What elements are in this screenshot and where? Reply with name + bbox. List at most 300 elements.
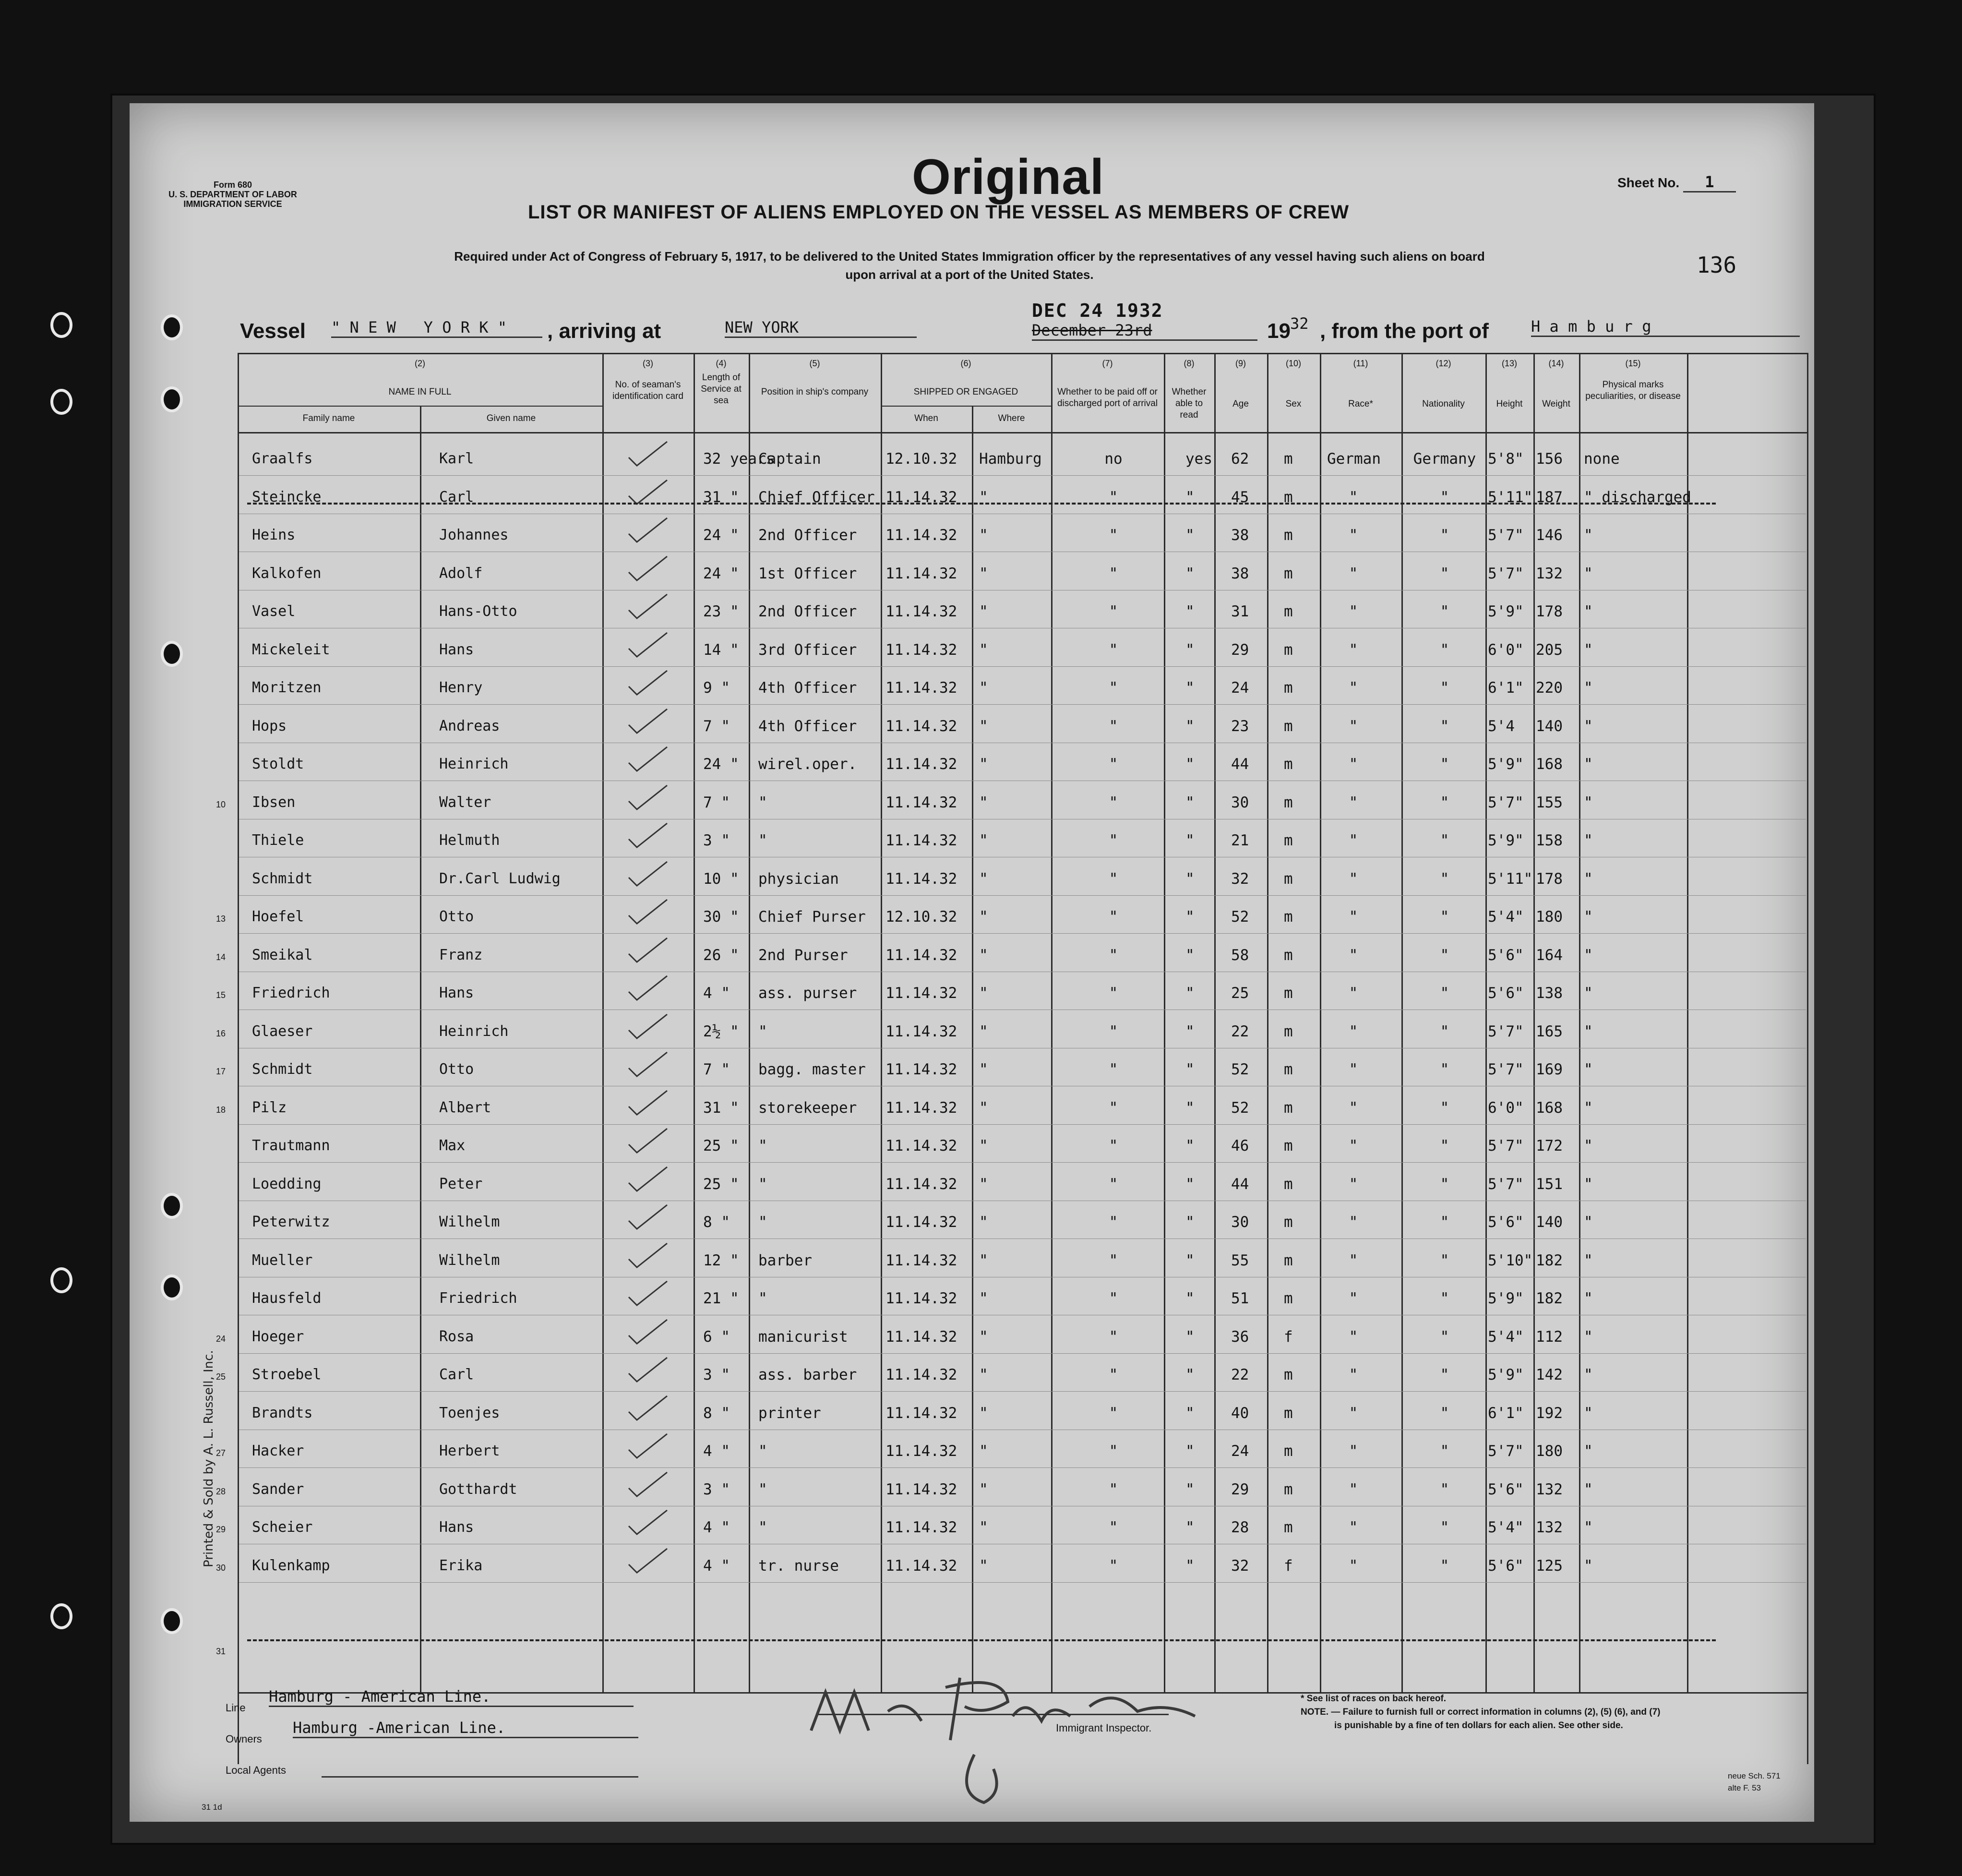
cell-given: Carl xyxy=(439,1366,474,1383)
cell-age: 29 xyxy=(1231,641,1249,659)
column-divider xyxy=(1485,353,1487,1692)
cell-marks: " xyxy=(1584,1481,1593,1498)
cell-position: " xyxy=(758,1176,767,1193)
cell-given: Otto xyxy=(439,1061,474,1078)
cell-position: 2nd Purser xyxy=(758,947,848,964)
cell-sex: m xyxy=(1284,985,1293,1002)
cell-where: " xyxy=(979,1252,988,1269)
binder-hole xyxy=(50,312,72,338)
cell-read: " xyxy=(1185,527,1195,544)
cell-read: " xyxy=(1185,832,1195,849)
cell-given: Albert xyxy=(439,1099,491,1116)
cell-weight: 168 xyxy=(1536,1099,1563,1117)
cell-where: " xyxy=(979,832,988,849)
cell-read: " xyxy=(1185,985,1195,1002)
cell-sex: m xyxy=(1284,1252,1293,1269)
cell-position: bagg. master xyxy=(758,1061,866,1078)
colnum-3: (3) xyxy=(643,359,653,368)
row-rule xyxy=(239,1124,1806,1125)
cell-weight: 168 xyxy=(1536,756,1563,773)
note-races: * See list of races on back hereof. xyxy=(1301,1694,1447,1704)
cell-nationality: " xyxy=(1440,1557,1449,1575)
checkmark-icon xyxy=(626,1508,670,1537)
checkmark-icon xyxy=(626,859,670,888)
cell-family: Smeikal xyxy=(252,947,313,963)
cell-age: 32 xyxy=(1231,1557,1249,1575)
cell-read: yes xyxy=(1185,450,1212,468)
binder-hole xyxy=(161,386,183,412)
row-rule xyxy=(239,1162,1806,1163)
checkmark-icon xyxy=(626,936,670,964)
cell-family: Schmidt xyxy=(252,1061,313,1078)
cell-height: 5'4" xyxy=(1488,1328,1524,1346)
cell-weight: 165 xyxy=(1536,1023,1563,1040)
row-number: 16 xyxy=(216,1029,226,1038)
cell-family: Heins xyxy=(252,527,296,543)
cell-given: Johannes xyxy=(439,527,509,543)
cell-read: " xyxy=(1185,1481,1195,1498)
cell-position: 1st Officer xyxy=(758,565,857,582)
column-divider xyxy=(1320,353,1321,1692)
cell-height: 5'9" xyxy=(1488,832,1524,849)
cell-marks: " xyxy=(1584,1443,1593,1460)
cell-family: Hoefel xyxy=(252,908,304,925)
cell-service: 6 " xyxy=(703,1328,730,1346)
checkmark-icon xyxy=(626,745,670,773)
cell-when: 11.14.32 xyxy=(885,679,957,697)
cell-when: 11.14.32 xyxy=(885,1519,957,1536)
cell-when: 11.14.32 xyxy=(885,1290,957,1307)
cell-weight: 140 xyxy=(1536,718,1563,735)
column-divider xyxy=(972,406,973,1692)
cell-weight: 132 xyxy=(1536,1519,1563,1536)
cell-age: 24 xyxy=(1231,679,1249,697)
cell-read: " xyxy=(1185,1214,1195,1231)
cell-age: 58 xyxy=(1231,947,1249,964)
cell-age: 23 xyxy=(1231,718,1249,735)
cell-family: Moritzen xyxy=(252,679,322,696)
checkmark-icon xyxy=(626,1165,670,1193)
cell-when: 11.14.32 xyxy=(885,1481,957,1498)
cell-weight: 146 xyxy=(1536,527,1563,544)
cell-paid: " xyxy=(1109,641,1118,659)
cell-where: " xyxy=(979,794,988,811)
cell-service: 14 " xyxy=(703,641,739,659)
cell-family: Mueller xyxy=(252,1252,313,1269)
header-shipped: SHIPPED OR ENGAGED xyxy=(913,387,1018,397)
cell-when: 12.10.32 xyxy=(885,450,957,468)
cell-sex: m xyxy=(1284,679,1293,697)
checkmark-icon xyxy=(626,1012,670,1041)
cell-where: " xyxy=(979,679,988,697)
header-race: Race* xyxy=(1348,399,1373,409)
cell-given: Franz xyxy=(439,947,483,963)
cell-sex: m xyxy=(1284,1290,1293,1307)
cell-position: 2nd Officer xyxy=(758,527,857,544)
cell-read: " xyxy=(1185,870,1195,888)
cell-nationality: " xyxy=(1440,1252,1449,1269)
checkmark-icon xyxy=(626,974,670,1002)
cell-read: " xyxy=(1185,603,1195,620)
cell-where: " xyxy=(979,908,988,926)
row-number: 28 xyxy=(216,1487,226,1496)
cell-family: Hoeger xyxy=(252,1328,304,1345)
row-number: 10 xyxy=(216,800,226,809)
cell-height: 5'7" xyxy=(1488,1061,1524,1078)
cell-sex: m xyxy=(1284,1176,1293,1193)
cell-sex: m xyxy=(1284,1405,1293,1422)
cell-race: " xyxy=(1349,1366,1358,1383)
cell-nationality: " xyxy=(1440,1366,1449,1383)
cell-service: 8 " xyxy=(703,1214,730,1231)
checkmark-icon xyxy=(626,1355,670,1384)
cell-read: " xyxy=(1185,718,1195,735)
cell-given: Heinrich xyxy=(439,1023,509,1040)
cell-service: 25 " xyxy=(703,1137,739,1154)
cell-sex: m xyxy=(1284,1023,1293,1040)
checkmark-icon xyxy=(626,1050,670,1079)
cell-position: " xyxy=(758,832,767,849)
cell-position: " xyxy=(758,1519,767,1536)
cell-marks: " xyxy=(1584,718,1593,735)
service-name: IMMIGRATION SERVICE xyxy=(183,199,282,209)
cell-when: 11.14.32 xyxy=(885,527,957,544)
checkmark-icon xyxy=(626,897,670,926)
cell-family: Loedding xyxy=(252,1176,322,1192)
cell-read: " xyxy=(1185,641,1195,659)
cell-service: 8 " xyxy=(703,1405,730,1422)
cell-read: " xyxy=(1185,1366,1195,1383)
row-rule xyxy=(239,1391,1806,1392)
cell-sex: f xyxy=(1284,1557,1293,1575)
from-port: H a m b u r g xyxy=(1531,317,1800,337)
cell-family: Stoldt xyxy=(252,756,304,772)
cell-read: " xyxy=(1185,1443,1195,1460)
header-paid-off: Whether to be paid off or discharged port of arrival xyxy=(1057,387,1158,409)
cell-when: 11.14.32 xyxy=(885,603,957,620)
cell-read: " xyxy=(1185,1519,1195,1536)
cell-age: 22 xyxy=(1231,1366,1249,1383)
cell-when: 11.14.32 xyxy=(885,1023,957,1040)
cell-family: Glaeser xyxy=(252,1023,313,1040)
checkmark-icon xyxy=(626,478,670,506)
cell-family: Sander xyxy=(252,1481,304,1498)
cell-where: " xyxy=(979,870,988,888)
colnum-6: (6) xyxy=(960,359,971,368)
cell-weight: 132 xyxy=(1536,1481,1563,1498)
cell-height: 6'0" xyxy=(1488,641,1524,659)
cell-read: " xyxy=(1185,1557,1195,1575)
cell-marks: " xyxy=(1584,679,1593,697)
cell-age: 21 xyxy=(1231,832,1249,849)
cell-nationality: " xyxy=(1440,603,1449,620)
row-rule xyxy=(239,1467,1806,1468)
header-given-name: Given name xyxy=(486,413,536,423)
cell-paid: " xyxy=(1109,1405,1118,1422)
cell-position: " xyxy=(758,1481,767,1498)
margin-printer-text: Printed & Sold by A. L. Russell, Inc. xyxy=(202,1350,216,1567)
cell-paid: " xyxy=(1109,1328,1118,1346)
row-number: 30 xyxy=(216,1563,226,1573)
header-id-card: No. of seaman's identification card xyxy=(612,380,683,401)
cell-family: Stroebel xyxy=(252,1366,322,1383)
checkmark-icon xyxy=(626,554,670,583)
cell-nationality: " xyxy=(1440,1137,1449,1154)
cell-nationality: " xyxy=(1440,527,1449,544)
cell-position: 4th Officer xyxy=(758,679,857,697)
cell-sex: m xyxy=(1284,450,1293,468)
cell-paid: " xyxy=(1109,1214,1118,1231)
cell-service: 23 " xyxy=(703,603,739,620)
cell-family: Steincke xyxy=(252,489,322,505)
cell-where: " xyxy=(979,1023,988,1040)
row-rule xyxy=(239,1582,1806,1583)
document-subtitle: LIST OR MANIFEST OF ALIENS EMPLOYED ON THE VESSEL AS MEMBERS OF CREW xyxy=(528,202,1350,223)
column-divider xyxy=(1533,353,1535,1692)
cell-family: Ibsen xyxy=(252,794,296,811)
cell-age: 44 xyxy=(1231,756,1249,773)
cell-age: 32 xyxy=(1231,870,1249,888)
cell-position: " xyxy=(758,1214,767,1231)
checkmark-icon xyxy=(626,1241,670,1270)
page-number: 136 xyxy=(1697,252,1737,278)
cell-position: Chief Officer xyxy=(758,489,875,506)
cell-sex: m xyxy=(1284,1061,1293,1078)
checkmark-icon xyxy=(626,1431,670,1460)
cell-marks: " xyxy=(1584,832,1593,849)
header-length-service: Length of Service at sea xyxy=(701,373,742,406)
cell-where: " xyxy=(979,756,988,773)
cell-position: Captain xyxy=(758,450,821,468)
cell-read: " xyxy=(1185,1137,1195,1154)
cell-given: Dr.Carl Ludwig xyxy=(439,870,561,887)
cell-given: Karl xyxy=(439,450,474,467)
cell-service: 24 " xyxy=(703,527,739,544)
cell-race: " xyxy=(1349,1023,1358,1040)
owners-label: Owners xyxy=(226,1733,262,1745)
cell-height: 5'7" xyxy=(1488,1137,1524,1154)
cell-weight: 138 xyxy=(1536,985,1563,1002)
cell-nationality: " xyxy=(1440,489,1449,506)
cell-race: " xyxy=(1349,1061,1358,1078)
cell-family: Trautmann xyxy=(252,1137,330,1154)
cell-race: " xyxy=(1349,1405,1358,1422)
cell-given: Wilhelm xyxy=(439,1252,500,1269)
colnum-13: (13) xyxy=(1501,359,1517,368)
cell-service: 3 " xyxy=(703,832,730,849)
cell-marks: " xyxy=(1584,908,1593,926)
cell-race: " xyxy=(1349,947,1358,964)
cell-race: " xyxy=(1349,679,1358,697)
checkmark-icon xyxy=(626,1546,670,1575)
header-weight: Weight xyxy=(1542,399,1570,409)
colnum-15: (15) xyxy=(1625,359,1641,368)
cell-age: 46 xyxy=(1231,1137,1249,1154)
cell-sex: m xyxy=(1284,1099,1293,1117)
cell-given: Hans xyxy=(439,641,474,658)
cell-marks: " xyxy=(1584,1252,1593,1269)
cell-paid: " xyxy=(1109,1137,1118,1154)
cell-where: " xyxy=(979,565,988,582)
cell-when: 11.14.32 xyxy=(885,1366,957,1383)
cell-age: 30 xyxy=(1231,794,1249,811)
row-number: 29 xyxy=(216,1525,226,1534)
cell-given: Toenjes xyxy=(439,1405,500,1421)
colnum-4: (4) xyxy=(716,359,727,368)
cell-weight: 220 xyxy=(1536,679,1563,697)
cell-when: 11.14.32 xyxy=(885,870,957,888)
cell-age: 24 xyxy=(1231,1443,1249,1460)
header-nationality: Nationality xyxy=(1422,399,1465,409)
header-where: Where xyxy=(998,413,1025,423)
cell-family: Kalkofen xyxy=(252,565,322,582)
header-sex: Sex xyxy=(1285,399,1302,409)
required-line-2: upon arrival at a port of the United States. xyxy=(845,267,1094,282)
cell-nationality: " xyxy=(1440,756,1449,773)
footer-notes xyxy=(1301,1692,1809,1732)
colnum-14: (14) xyxy=(1548,359,1564,368)
cell-height: 6'1" xyxy=(1488,1405,1524,1422)
cell-age: 38 xyxy=(1231,565,1249,582)
cell-weight: 140 xyxy=(1536,1214,1563,1231)
cell-nationality: " xyxy=(1440,1519,1449,1536)
cell-family: Peterwitz xyxy=(252,1214,330,1230)
row-number-31: 31 xyxy=(216,1647,226,1656)
cell-when: 11.14.32 xyxy=(885,1557,957,1575)
cell-nationality: " xyxy=(1440,1443,1449,1460)
cell-paid: " xyxy=(1109,1061,1118,1078)
cell-height: 5'9" xyxy=(1488,1366,1524,1383)
cell-family: Graalfs xyxy=(252,450,313,467)
cell-family: Scheier xyxy=(252,1519,313,1536)
checkmark-icon xyxy=(626,1088,670,1117)
cell-marks: " xyxy=(1584,1176,1593,1193)
cell-sex: f xyxy=(1284,1328,1293,1346)
line-label: Line xyxy=(226,1702,246,1714)
owners-value: Hamburg -American Line. xyxy=(293,1719,638,1738)
cell-service: 10 " xyxy=(703,870,739,888)
cell-paid: " xyxy=(1109,1443,1118,1460)
cell-nationality: " xyxy=(1440,679,1449,697)
row-rule xyxy=(239,895,1806,896)
cell-race: " xyxy=(1349,718,1358,735)
cell-height: 5'4" xyxy=(1488,1519,1524,1536)
cell-family: Kulenkamp xyxy=(252,1557,330,1574)
cell-when: 11.14.32 xyxy=(885,1214,957,1231)
column-divider xyxy=(1401,353,1403,1692)
cell-when: 11.14.32 xyxy=(885,756,957,773)
cell-position: 3rd Officer xyxy=(758,641,857,659)
cell-where: " xyxy=(979,1176,988,1193)
cell-paid: no xyxy=(1104,450,1123,468)
checkmark-icon xyxy=(626,1317,670,1346)
row-number: 13 xyxy=(216,914,226,924)
cell-when: 11.14.32 xyxy=(885,1061,957,1078)
checkmark-icon xyxy=(626,1470,670,1499)
cell-paid: " xyxy=(1109,947,1118,964)
cell-paid: " xyxy=(1109,489,1118,506)
cell-sex: m xyxy=(1284,1214,1293,1231)
cell-when: 11.14.32 xyxy=(885,1176,957,1193)
cell-nationality: " xyxy=(1440,832,1449,849)
row-number: 18 xyxy=(216,1105,226,1115)
vessel-name: " N E W Y O R K " xyxy=(331,318,542,338)
cell-marks: " xyxy=(1584,1023,1593,1040)
cell-service: 9 " xyxy=(703,679,730,697)
sheet-number-label: Sheet No. xyxy=(1617,175,1680,190)
cell-read: " xyxy=(1185,1061,1195,1078)
cell-weight: 187 xyxy=(1536,489,1563,506)
colnum-8: (8) xyxy=(1184,359,1195,368)
manifest-sheet xyxy=(130,103,1814,1822)
cell-service: 4 " xyxy=(703,1519,730,1536)
cell-sex: m xyxy=(1284,1137,1293,1154)
cell-weight: 125 xyxy=(1536,1557,1563,1575)
cell-height: 5'11" xyxy=(1488,870,1533,888)
cell-marks: " xyxy=(1584,603,1593,620)
cell-race: " xyxy=(1349,1328,1358,1346)
colnum-10: (10) xyxy=(1285,359,1301,368)
cell-height: 5'11" xyxy=(1488,489,1533,506)
cell-given: Erika xyxy=(439,1557,483,1574)
cell-sex: m xyxy=(1284,603,1293,620)
cell-race: " xyxy=(1349,603,1358,620)
cell-family: Brandts xyxy=(252,1405,313,1421)
cell-read: " xyxy=(1185,1023,1195,1040)
sheet-number-value: 1 xyxy=(1683,173,1736,192)
bottom-right-code-2: alte F. 53 xyxy=(1728,1783,1761,1792)
cell-marks: " xyxy=(1584,641,1593,659)
cell-family: Thiele xyxy=(252,832,304,849)
cell-where: " xyxy=(979,1099,988,1117)
cell-where: " xyxy=(979,1290,988,1307)
cell-weight: 156 xyxy=(1536,450,1563,468)
cell-weight: 158 xyxy=(1536,832,1563,849)
cell-weight: 155 xyxy=(1536,794,1563,811)
cell-where: " xyxy=(979,1443,988,1460)
row-rule xyxy=(239,1353,1806,1354)
cell-height: 5'10" xyxy=(1488,1252,1533,1269)
cell-weight: 142 xyxy=(1536,1366,1563,1383)
cell-sex: m xyxy=(1284,1443,1293,1460)
cell-position: " xyxy=(758,1023,767,1040)
checkmark-icon xyxy=(626,707,670,735)
cell-where: " xyxy=(979,489,988,506)
cell-read: " xyxy=(1185,1252,1195,1269)
cell-weight: 172 xyxy=(1536,1137,1563,1154)
required-notice xyxy=(322,247,1617,284)
cell-given: Andreas xyxy=(439,718,500,734)
row-rule xyxy=(239,666,1806,667)
sheet-number-block xyxy=(1617,173,1736,192)
cell-given: Adolf xyxy=(439,565,483,582)
cell-paid: " xyxy=(1109,794,1118,811)
cell-read: " xyxy=(1185,1290,1195,1307)
cell-paid: " xyxy=(1109,1481,1118,1498)
cell-position: " xyxy=(758,794,767,811)
cell-race: " xyxy=(1349,1443,1358,1460)
cell-weight: 182 xyxy=(1536,1290,1563,1307)
cell-marks: " xyxy=(1584,1099,1593,1117)
cell-height: 5'4 xyxy=(1488,718,1515,735)
cell-service: 2½ " xyxy=(703,1023,739,1040)
cell-position: " xyxy=(758,1443,767,1460)
cell-weight: 178 xyxy=(1536,870,1563,888)
colnum-7: (7) xyxy=(1102,359,1113,368)
cell-family: Hops xyxy=(252,718,287,734)
cell-when: 11.14.32 xyxy=(885,565,957,582)
cell-age: 45 xyxy=(1231,489,1249,506)
